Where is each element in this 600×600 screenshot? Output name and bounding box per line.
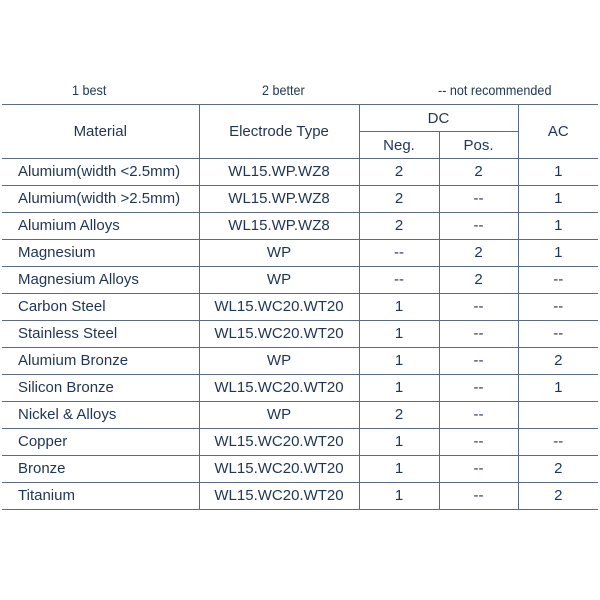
material-header: Material bbox=[2, 105, 199, 159]
dc-neg-cell: 1 bbox=[359, 483, 439, 510]
electrode-table bbox=[2, 104, 598, 510]
table-row bbox=[2, 429, 598, 456]
dc-pos-cell: -- bbox=[439, 483, 518, 510]
table-row bbox=[2, 159, 598, 186]
dc-pos-cell: -- bbox=[439, 456, 518, 483]
table-row bbox=[2, 456, 598, 483]
material-cell: Titanium bbox=[2, 483, 199, 510]
table-row bbox=[2, 483, 598, 510]
table-row bbox=[2, 375, 598, 402]
table-body bbox=[2, 159, 598, 510]
dc-neg-cell: 1 bbox=[359, 348, 439, 375]
legend-better: 2 better bbox=[262, 82, 305, 98]
electrode-cell: WP bbox=[199, 402, 359, 429]
ac-cell: 1 bbox=[518, 240, 598, 267]
material-cell: Alumium(width >2.5mm) bbox=[2, 186, 199, 213]
material-cell: Silicon Bronze bbox=[2, 375, 199, 402]
dc-neg-cell: -- bbox=[359, 240, 439, 267]
electrode-cell: WL15.WC20.WT20 bbox=[199, 375, 359, 402]
dc-pos-cell: -- bbox=[439, 213, 518, 240]
material-cell: Copper bbox=[2, 429, 199, 456]
table-row bbox=[2, 348, 598, 375]
dc-pos-cell: 2 bbox=[439, 267, 518, 294]
ac-cell bbox=[518, 402, 598, 429]
electrode-cell: WL15.WC20.WT20 bbox=[199, 294, 359, 321]
material-cell: Nickel & Alloys bbox=[2, 402, 199, 429]
ac-cell: 1 bbox=[518, 213, 598, 240]
dc-pos-cell: -- bbox=[439, 402, 518, 429]
legend-best: 1 best bbox=[72, 82, 107, 98]
material-cell: Bronze bbox=[2, 456, 199, 483]
material-cell: Alumium Bronze bbox=[2, 348, 199, 375]
dc-pos-header: Pos. bbox=[439, 132, 518, 159]
ac-cell: -- bbox=[518, 429, 598, 456]
dc-pos-cell: -- bbox=[439, 186, 518, 213]
electrode-cell: WL15.WC20.WT20 bbox=[199, 456, 359, 483]
dc-neg-cell: 1 bbox=[359, 294, 439, 321]
electrode-cell: WL15.WC20.WT20 bbox=[199, 483, 359, 510]
dc-neg-cell: 2 bbox=[359, 213, 439, 240]
ac-header: AC bbox=[518, 105, 598, 159]
material-cell: Carbon Steel bbox=[2, 294, 199, 321]
dc-pos-cell: -- bbox=[439, 375, 518, 402]
ac-cell: 1 bbox=[518, 159, 598, 186]
material-cell: Stainless Steel bbox=[2, 321, 199, 348]
material-cell: Magnesium bbox=[2, 240, 199, 267]
dc-neg-cell: 1 bbox=[359, 321, 439, 348]
ac-cell: 1 bbox=[518, 375, 598, 402]
table-row bbox=[2, 186, 598, 213]
table-row bbox=[2, 267, 598, 294]
table-row bbox=[2, 240, 598, 267]
table-row bbox=[2, 402, 598, 429]
dc-pos-cell: -- bbox=[439, 294, 518, 321]
electrode-type-header: Electrode Type bbox=[199, 105, 359, 159]
electrode-cell: WP bbox=[199, 348, 359, 375]
electrode-cell: WL15.WC20.WT20 bbox=[199, 429, 359, 456]
table-row bbox=[2, 321, 598, 348]
header-row-top bbox=[2, 105, 598, 132]
dc-neg-cell: 2 bbox=[359, 402, 439, 429]
ac-cell: 2 bbox=[518, 483, 598, 510]
material-cell: Magnesium Alloys bbox=[2, 267, 199, 294]
legend-not-recommended: -- not recommended bbox=[438, 82, 552, 98]
dc-neg-header: Neg. bbox=[359, 132, 439, 159]
dc-pos-cell: 2 bbox=[439, 240, 518, 267]
ac-cell: -- bbox=[518, 321, 598, 348]
dc-neg-cell: 2 bbox=[359, 159, 439, 186]
dc-neg-cell: 1 bbox=[359, 456, 439, 483]
electrode-cell: WL15.WC20.WT20 bbox=[199, 321, 359, 348]
dc-neg-cell: 1 bbox=[359, 429, 439, 456]
table-row bbox=[2, 213, 598, 240]
ac-cell: -- bbox=[518, 267, 598, 294]
legend bbox=[0, 82, 600, 102]
ac-cell: 2 bbox=[518, 456, 598, 483]
dc-pos-cell: -- bbox=[439, 429, 518, 456]
material-cell: Alumium(width <2.5mm) bbox=[2, 159, 199, 186]
dc-neg-cell: 1 bbox=[359, 375, 439, 402]
dc-neg-cell: 2 bbox=[359, 186, 439, 213]
material-cell: Alumium Alloys bbox=[2, 213, 199, 240]
dc-header: DC bbox=[359, 105, 518, 132]
dc-pos-cell: 2 bbox=[439, 159, 518, 186]
electrode-cell: WL15.WP.WZ8 bbox=[199, 159, 359, 186]
dc-pos-cell: -- bbox=[439, 348, 518, 375]
dc-pos-cell: -- bbox=[439, 321, 518, 348]
ac-cell: -- bbox=[518, 294, 598, 321]
electrode-cell: WP bbox=[199, 240, 359, 267]
electrode-cell: WL15.WP.WZ8 bbox=[199, 186, 359, 213]
table-row bbox=[2, 294, 598, 321]
electrode-cell: WL15.WP.WZ8 bbox=[199, 213, 359, 240]
dc-neg-cell: -- bbox=[359, 267, 439, 294]
ac-cell: 1 bbox=[518, 186, 598, 213]
ac-cell: 2 bbox=[518, 348, 598, 375]
electrode-cell: WP bbox=[199, 267, 359, 294]
